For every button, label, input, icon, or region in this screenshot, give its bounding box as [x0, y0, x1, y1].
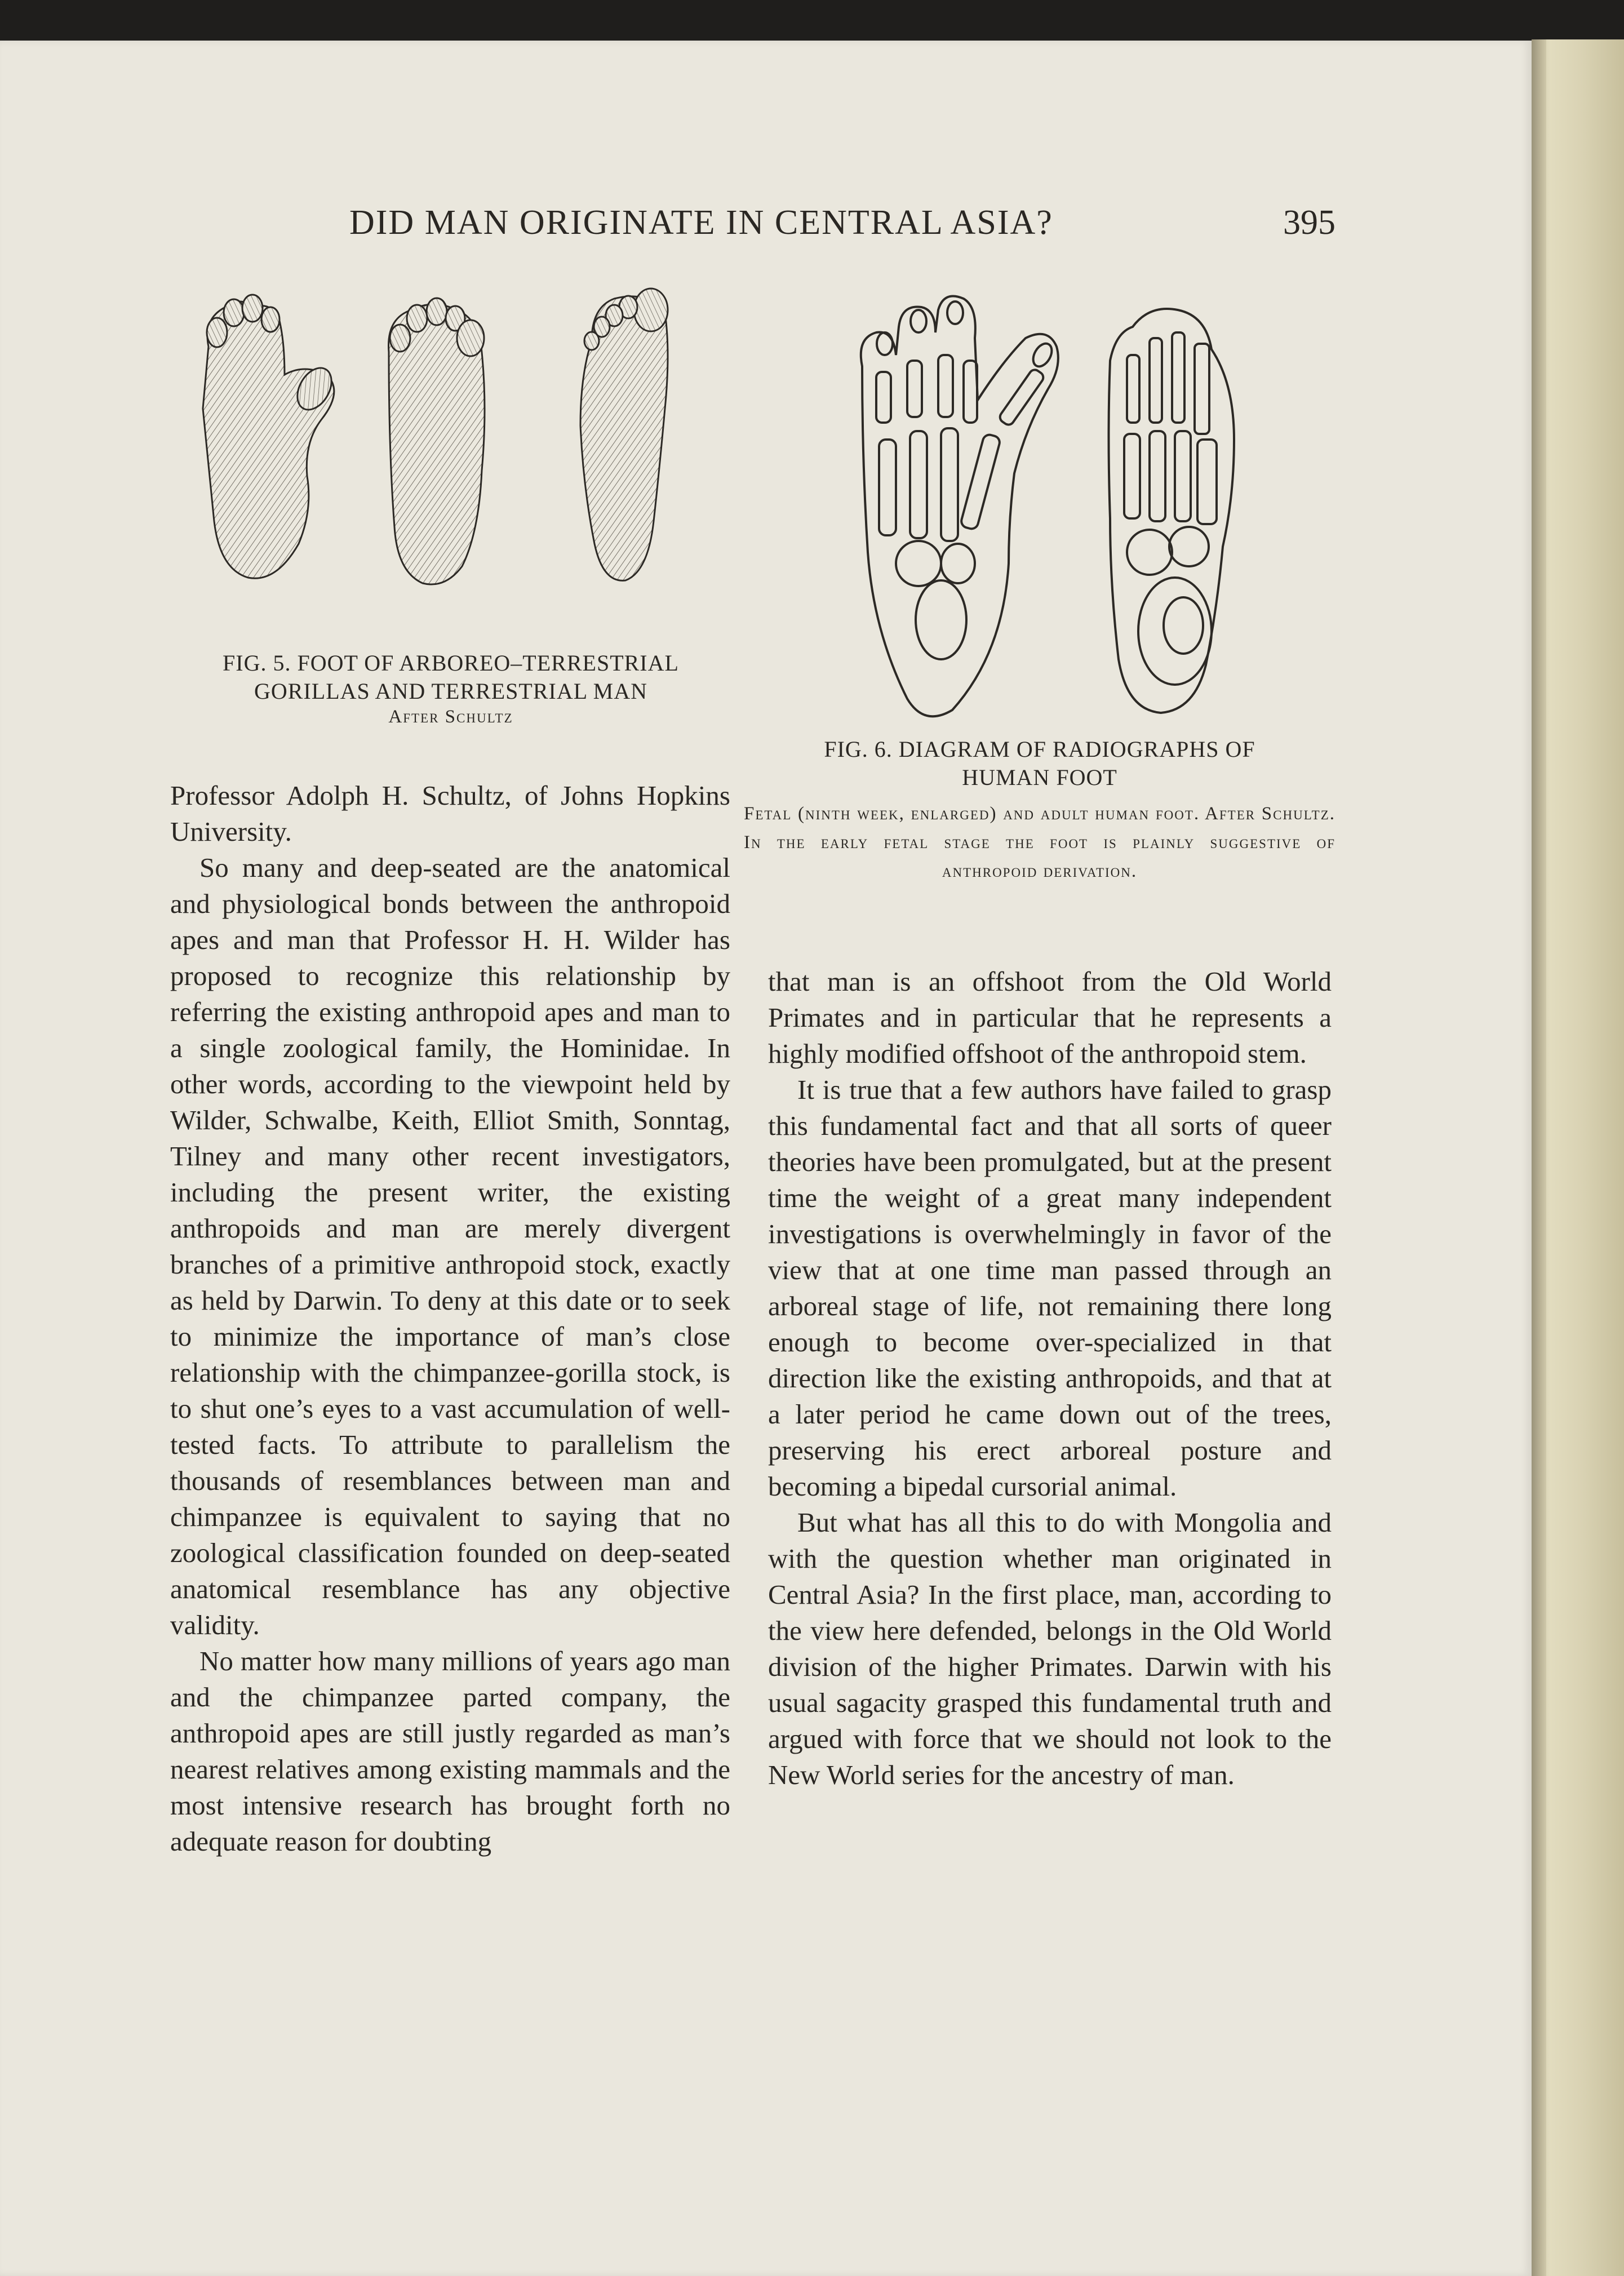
page-header: [169, 203, 1335, 254]
page-edge: [1532, 39, 1624, 2276]
figure-5-caption-line1: FIG. 5. FOOT OF ARBOREO–TERRESTRIAL: [223, 650, 679, 676]
binding-fold: [1532, 39, 1546, 2276]
figure-6-caption: [744, 735, 1335, 886]
figure-6-caption-line2: HUMAN FOOT: [962, 765, 1117, 790]
adult-foot-outline: [1109, 309, 1235, 713]
figure-6-radiograph-diagram: [845, 293, 1262, 721]
figure-5-foot-illustration: [186, 285, 738, 640]
figure-6-caption-line1: FIG. 6. DIAGRAM OF RADIOGRAPHS OF: [824, 737, 1255, 762]
figure-6-caption-note: Fetal (ninth week, enlarged) and adult human foot. After Schultz. In the early fetal stage the foot is plainly suggestive of anthropoid derivation.: [744, 804, 1335, 882]
figure-5-credit: After Schultz: [388, 707, 513, 727]
right-column: [768, 964, 1332, 1793]
left-paragraph-2: So many and deep-seated are the anatomical and physiological bonds between the anthropoid apes and man that Professor H. H. Wilder has proposed to recognize this relationship by referring the existing anthropoid apes and man to a single zoological family, the Hominidae. In other words, according to the viewpoint held by Wilder, Schwalbe, Keith, Elliot Smith, Sonntag, Tilney and many other recent investigators, including the present writer, the existing anthropoids and man are merely divergent branches of a primitive anthropoid stock, exactly as held by Darwin. To deny at this date or to seek to minimize the importance of man’s close relationship with the chimpanzee-gorilla stock, is to shut one’s eyes to a vast accumulation of well-tested facts. To attribute to parallelism the thousands of resemblances between man and chimpanzee is equivalent to saying that no zoological classification founded on deep-seated anatomical resemblance has any objective validity.: [170, 852, 730, 1640]
running-title: DID MAN ORIGINATE IN CENTRAL ASIA?: [349, 203, 1053, 242]
figure-5-caption-line2: GORILLAS AND TERRESTRIAL MAN: [254, 678, 648, 704]
right-paragraph-1: that man is an offshoot from the Old World Primates and in particular that he represents a highly modified offshoot of the anthropoid stem.: [768, 966, 1332, 1069]
fetal-foot-outline: [861, 296, 1058, 717]
human-foot: [580, 289, 668, 580]
left-paragraph-3: No matter how many millions of years ago man and the chimpanzee parted company, the anthropoid apes are still justly regarded as man’s nearest relatives among existing mammals and the most intensive research has brought forth no adequate reason for doubting: [170, 1645, 730, 1857]
gorilla-foot-2: [389, 298, 485, 584]
left-column: [170, 778, 730, 1860]
right-paragraph-3: But what has all this to do with Mongolia and with the question whether man originated in Central Asia? In the first place, man, according to the view here defended, belongs in the Old World division of the higher Primates. Darwin with his usual sagacity grasped this fundamental truth and argued with force that we should not look to the New World series for the ancestry of man.: [768, 1507, 1332, 1790]
right-paragraph-2: It is true that a few authors have failed to grasp this fundamental fact and that all sorts of queer theories have been promulgated, but at the present time the weight of a great many independent investigations is overwhelmingly in favor of the view that at one time man passed through an arboreal stage of life, not remaining there long enough to become over-specialized in that direction like the existing anthropoids, and that at a later period he came down out of the trees, preserving his erect arboreal posture and becoming a bipedal cursorial animal.: [768, 1074, 1332, 1502]
left-paragraph-1: Professor Adolph H. Schultz, of Johns Hopkins University.: [170, 780, 730, 847]
page-number: 395: [1283, 203, 1335, 242]
gorilla-foot-1: [203, 295, 339, 578]
figure-5-caption: [163, 649, 738, 729]
